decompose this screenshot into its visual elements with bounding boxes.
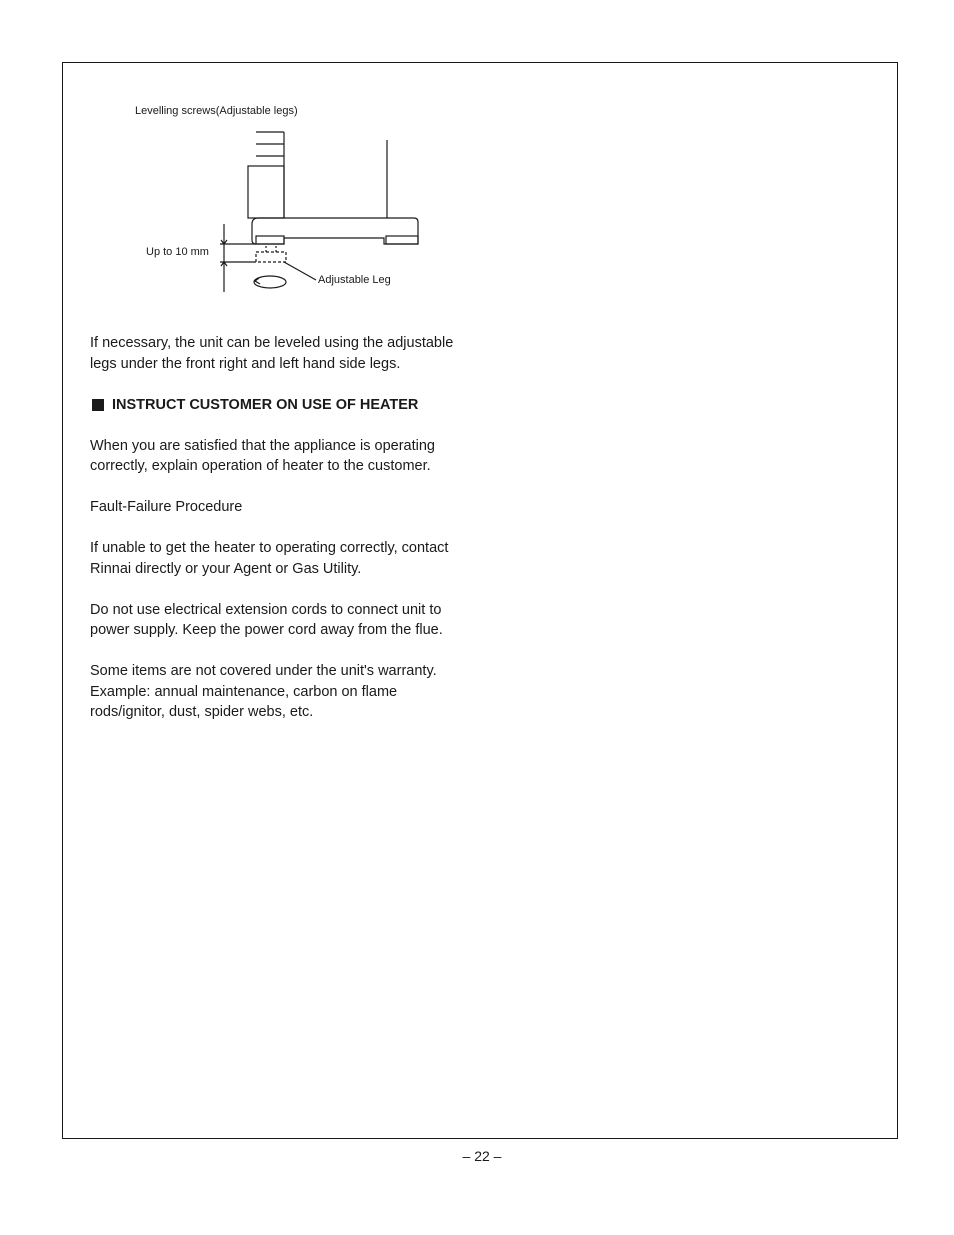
levelling-diagram [120, 100, 440, 300]
page-number: – 22 – [462, 1148, 502, 1164]
warranty-paragraph: Some items are not covered under the unit's warranty. Example: annual maintenance, carbon on flame rods/ignitor, dust, spider webs, etc. [90, 663, 437, 720]
instruct-paragraph: When you are satisfied that the appliance is operating correctly, explain operation of heater to the customer. [90, 437, 435, 474]
section-heading-text: INSTRUCT CUSTOMER ON USE OF HEATER [112, 396, 419, 413]
adjustable-leg-label: Adjustable Leg [318, 274, 391, 286]
bullet-square-icon [92, 399, 104, 411]
levelling-screws-label: Levelling screws(Adjustable legs) [135, 105, 298, 117]
height-dimension-label: Up to 10 mm [146, 246, 209, 258]
contact-paragraph: If unable to get the heater to operating correctly, contact Rinnai directly or your Agent or Gas Utility. [90, 540, 449, 577]
levelling-diagram-drawing [120, 100, 440, 300]
levelling-paragraph: If necessary, the unit can be leveled using the adjustable legs under the front right and left hand side legs. [90, 335, 454, 372]
section-heading [90, 395, 460, 416]
instructions-text [90, 333, 460, 743]
extension-cord-paragraph: Do not use electrical extension cords to connect unit to power supply. Keep the power cord away from the flue. [90, 601, 443, 638]
fault-procedure-title: Fault-Failure Procedure [90, 499, 243, 515]
